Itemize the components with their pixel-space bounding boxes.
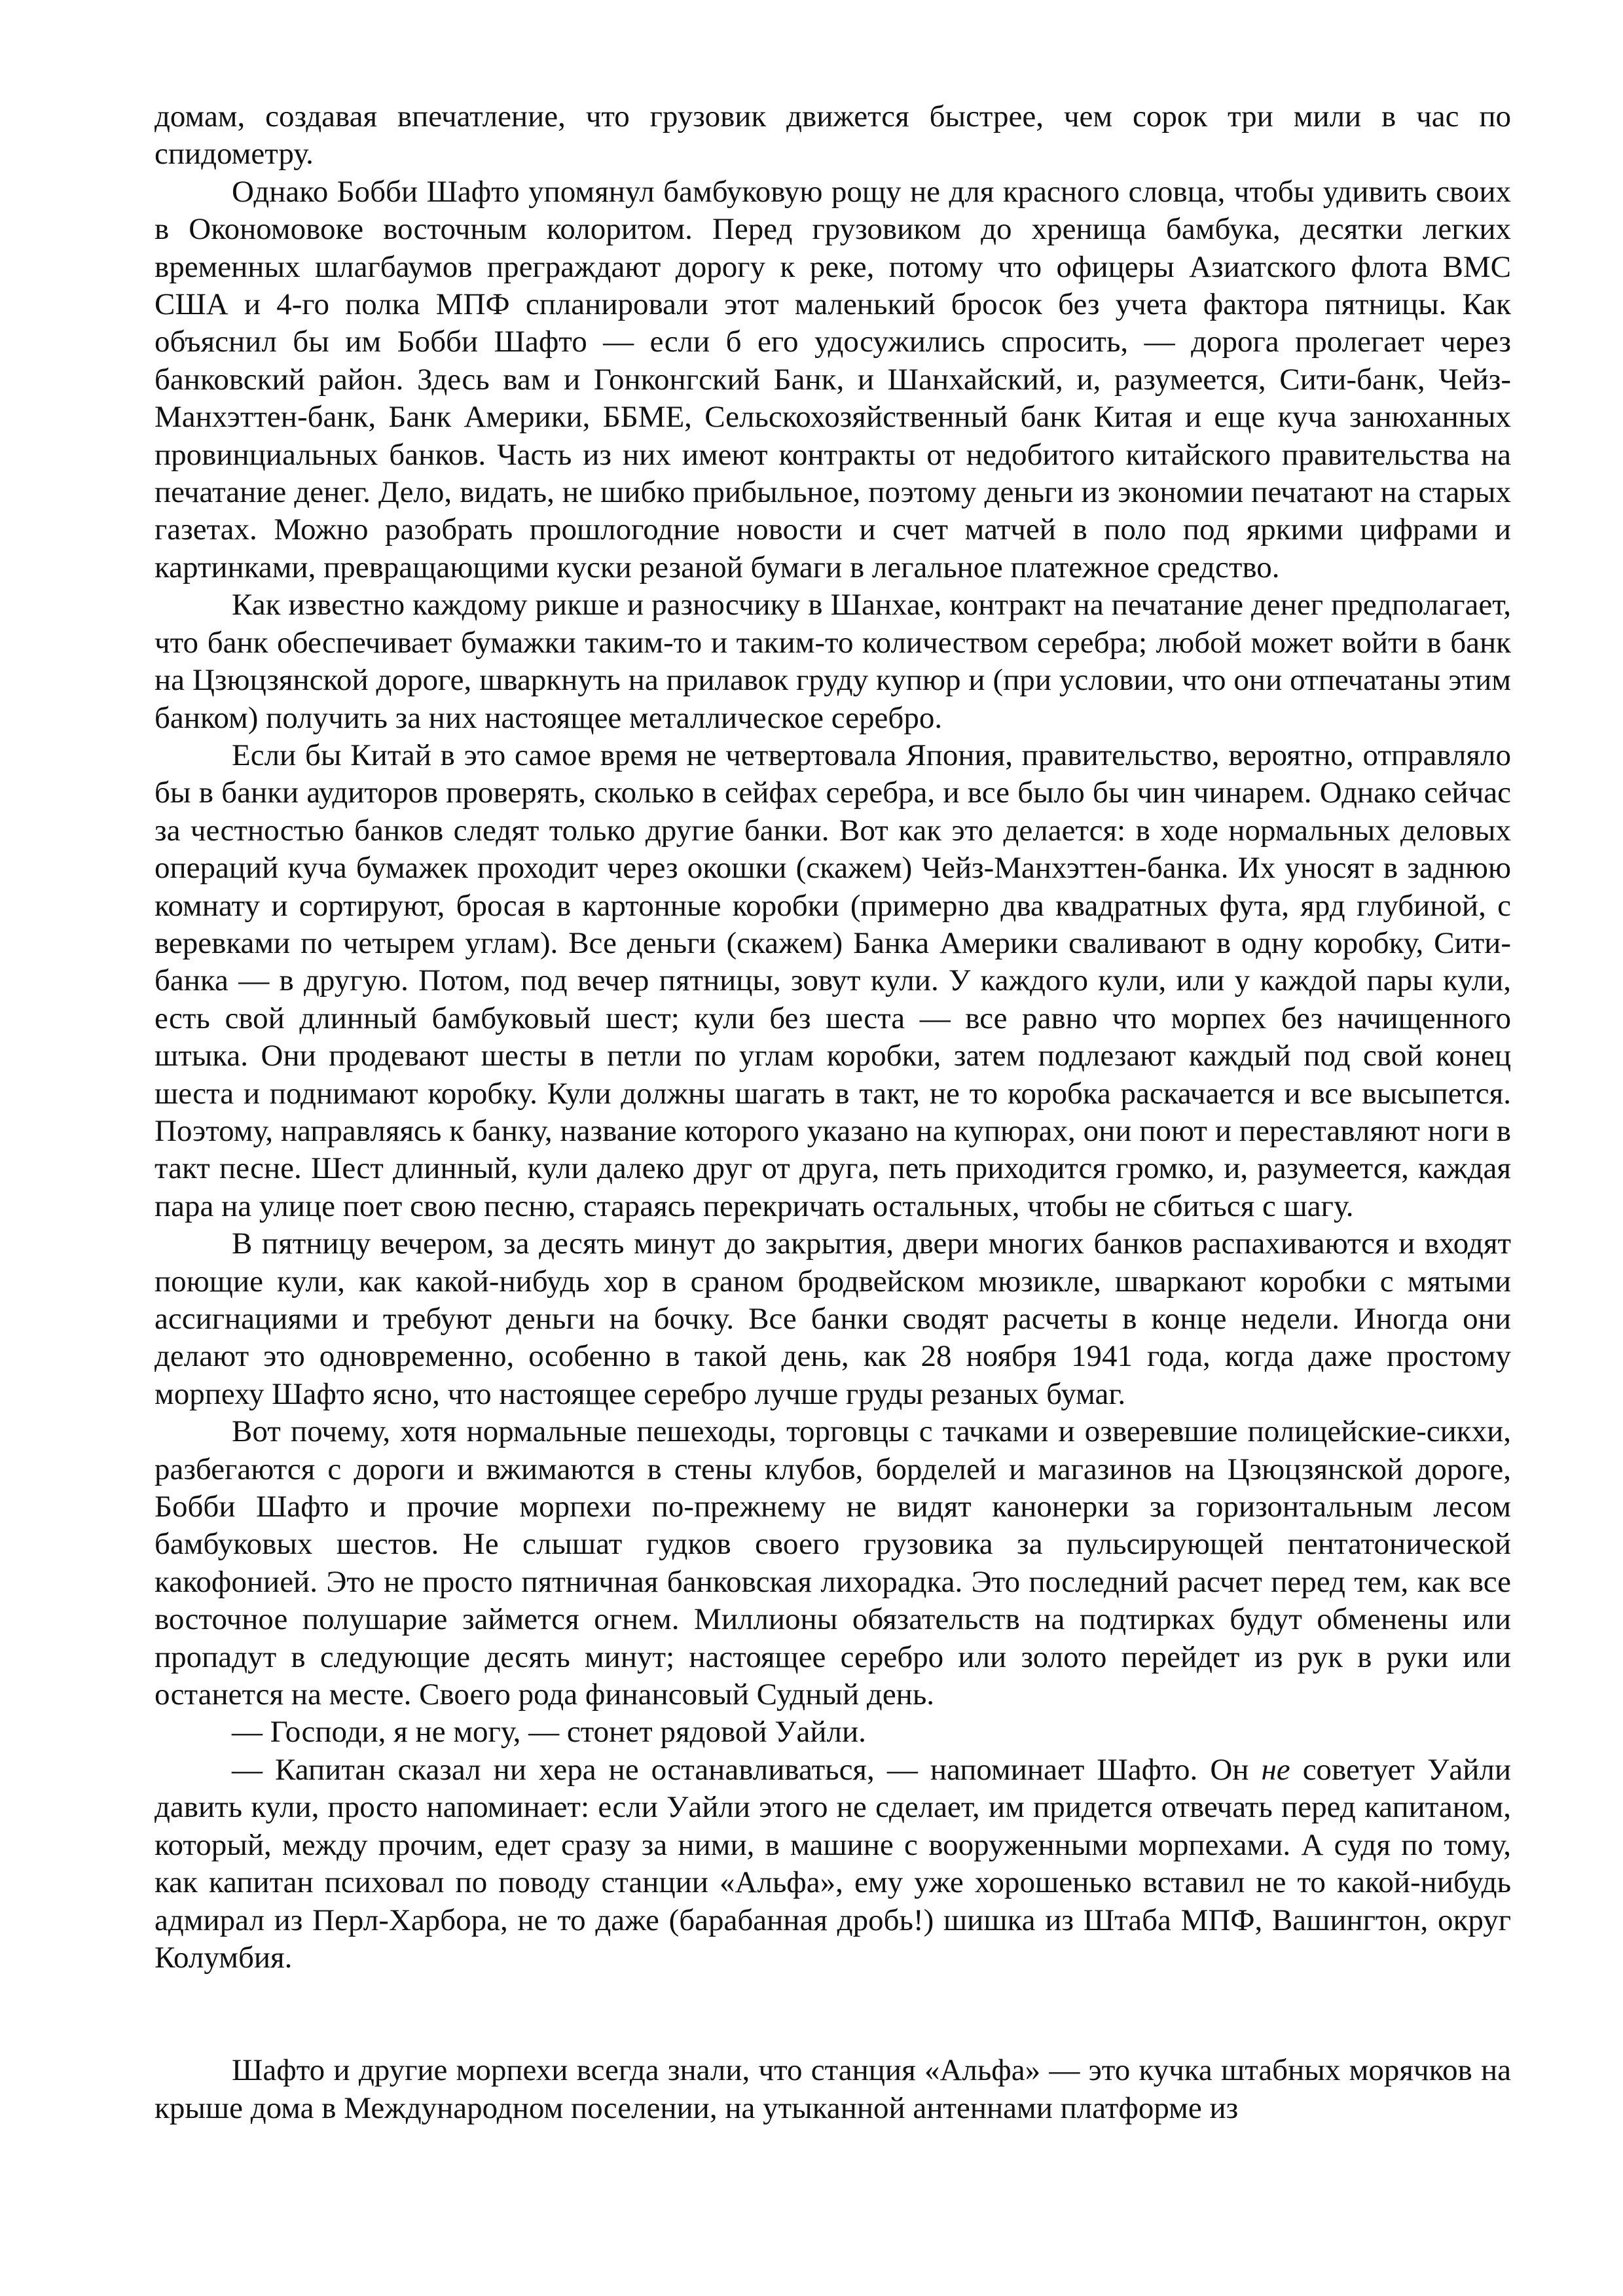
paragraph-friday-evening: В пятницу вечером, за десять минут до закрытия, двери многих банков распахиваются и входят поющие кули, как какой-нибудь хор в сраном бродвейском мюзикле, шваркают коробки с мятыми ассигнациями и требуют деньги на бочку. Все банки сводят расчеты в конце недели. Иногда они делают это одновременно, особенно в такой день, как 28 ноября 1941 года, когда даже простому морпеху Шафто ясно, что настоящее серебро лучше груды резаных бумаг. bbox=[155, 1227, 1511, 1411]
paragraph-money-printing: Как известно каждому рикше и разносчику в Шанхае, контракт на печатание денег предполагает, что банк обеспечивает бумажки таким-то и таким-то количеством серебра; любой может войти в банк на Цзюцзянской дороге, шваркнуть на прилавок груду купюр и (при условии, что они отпечатаны этим банком) получить за них настоящее металлическое серебро. bbox=[155, 588, 1511, 735]
paragraph-bamboo-grove: Однако Бобби Шафто упомянул бамбуковую рощу не для красного словца, чтобы удивить своих в Окономовоке восточным колоритом. Перед грузовиком до хренища бамбука, десятки легких временных шлагбаумов преграждают дорогу к реке, потому что офицеры Азиатского флота ВМС США и 4-го полка МПФ спланировали этот маленький бросок без учета фактора пятницы. Как объяснил бы им Бобби Шафто — если б его удосужились спросить, — дорога пролегает через банковский район. Здесь вам и Гонконгский Банк, и Шанхайский, и, разумеется, Сити-банк, Чейз-Манхэттен-банк, Банк Америки, ББМЕ, Сельскохозяйственный банк Китая и еще куча занюханных провинциальных банков. Часть из них имеют контракты от недобитого китайского правительства на печатание денег. Дело, видать, не шибко прибыльное, поэтому деньги из экономии печатают на старых газетах. Можно разобрать прошлогодние новости и счет матчей в поло под яркими цифрами и картинками, превращающими куски резаной бумаги в легальное платежное средство. bbox=[155, 174, 1511, 584]
dialogue-shafto-start: — Капитан сказал ни хера не останавливаться, — напоминает Шафто. Он bbox=[232, 1752, 1262, 1787]
document-page bbox=[155, 98, 1511, 2127]
section-gap bbox=[155, 1977, 1511, 2052]
paragraph-continuation: домам, создавая впечатление, что грузовик движется быстрее, чем сорок три мили в час по спидометру. bbox=[155, 99, 1511, 171]
emphasis-word: не bbox=[1261, 1752, 1290, 1787]
paragraph-station-alpha: Шафто и другие морпехи всегда знали, что станция «Альфа» — это кучка штабных морячков на крыше дома в Международном поселении, на утыканной антеннами платформе из bbox=[155, 2053, 1511, 2125]
dialogue-wiley: — Господи, я не могу, — стонет рядовой Уайли. bbox=[232, 1715, 866, 1749]
dialogue-shafto bbox=[155, 1751, 1511, 1977]
paragraph-coolies: Если бы Китай в это самое время не четвертовала Япония, правительство, вероятно, отправляло бы в банки аудиторов проверять, сколько в сейфах серебра, и все было бы чин чинарем. Однако сейчас за честностью банков следят только другие банки. Вот как это делается: в ходе нормальных деловых операций куча бумажек проходит через окошки (скажем) Чейз-Манхэттен-банка. Их уносят в заднюю комнату и сортируют, бросая в картонные коробки (примерно два квадратных фута, ярд глубиной, с веревками по четырем углам). Все деньги (скажем) Банка Америки сваливают в одну коробку, Сити-банка — в другую. Потом, под вечер пятницы, зовут кули. У каждого кули, или у каждой пары кули, есть свой длинный бамбуковый шест; кули без шеста — все равно что морпех без начищенного штыка. Они продевают шесты в петли по углам коробки, затем подлезают каждый под свой конец шеста и поднимают коробку. Кули должны шагать в такт, не то коробка раскачается и все высыпется. Поэтому, направляясь к банку, название которого указано на купюрах, они поют и переставляют ноги в такт песне. Шест длинный, кули далеко друг от друга, петь приходится громко, и, разумеется, каждая пара на улице поет свою песню, стараясь перекричать остальных, чтобы не сбиться с шагу. bbox=[155, 738, 1511, 1223]
dialogue-shafto-end: советует Уайли давить кули, просто напоминает: если Уайли этого не сделает, им придется отвечать перед капитаном, который, между прочим, едет сразу за ними, в машине с вооруженными морпехами. А судя по тому, как капитан психовал по поводу станции «Альфа», ему уже хорошенько вставил не то какой-нибудь адмирал из Перл-Харбора, не то даже (барабанная дробь!) шишка из Штаба МПФ, Вашингтон, округ Колумбия. bbox=[155, 1752, 1511, 1975]
paragraph-judgment-day: Вот почему, хотя нормальные пешеходы, торговцы с тачками и озверевшие полицейские-сикхи, разбегаются с дороги и вжимаются в стены клубов, борделей и магазинов на Цзюцзянской дороге, Бобби Шафто и прочие морпехи по-прежнему не видят канонерки за горизонтальным лесом бамбуковых шестов. Не слышат гудков своего грузовика за пульсирующей пентатонической какофонией. Это не просто пятничная банковская лихорадка. Это последний расчет перед тем, как все восточное полушарие займется огнем. Миллионы обязательств на подтирках будут обменены или пропадут в следующие десять минут; настоящее серебро или золото перейдет из рук в руки или останется на месте. Своего рода финансовый Судный день. bbox=[155, 1414, 1511, 1712]
